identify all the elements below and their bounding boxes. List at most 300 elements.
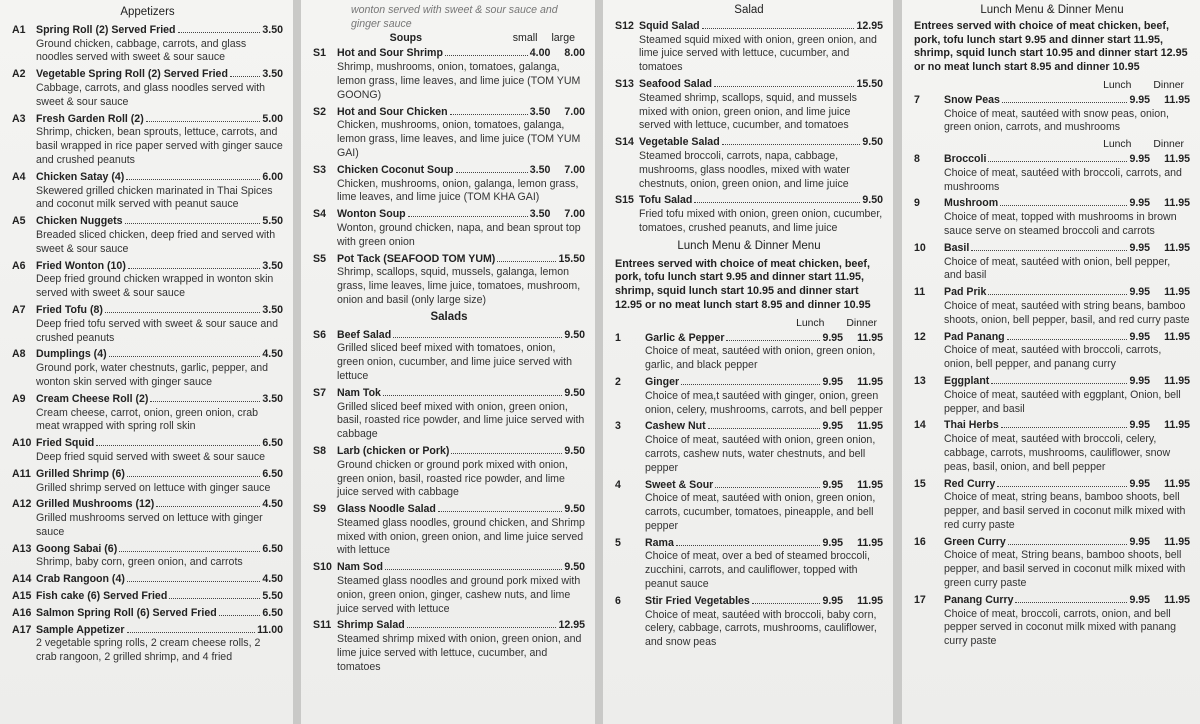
dot-leader — [715, 487, 820, 488]
item-name: Grilled Shrimp (6) — [36, 467, 125, 480]
entree-panel — [902, 0, 1200, 724]
menu-item-header — [313, 619, 585, 633]
salad-list-2 — [615, 20, 883, 236]
item-description: Choice of meat, sautéed with string beans, bamboo shoots, onion, bell pepper, basil, and red curry paste — [944, 299, 1190, 326]
item-name: Hot and Sour Chicken — [337, 105, 448, 118]
menu-item — [12, 68, 283, 109]
item-number: S8 — [313, 444, 326, 457]
item-name: Panang Curry — [944, 593, 1014, 606]
menu-item-header — [914, 197, 1190, 211]
item-description: Choice of meat, sautéed with onion, green onion, garlic, and black pepper — [645, 345, 876, 372]
item-name: Cream Cheese Roll (2) — [36, 392, 149, 405]
item-name: Pad Panang — [944, 330, 1005, 343]
menu-item — [313, 47, 585, 102]
item-number: A6 — [12, 259, 26, 272]
dot-leader — [219, 615, 261, 616]
item-price: 9.95 — [822, 420, 844, 433]
menu-item — [615, 136, 883, 191]
menu-item-header — [313, 106, 585, 120]
item-name: Fresh Garden Roll (2) — [36, 112, 144, 125]
item-description: Choice of meat, topped with mushrooms in brown sauce serve on steamed broccoli and carrots — [944, 211, 1177, 237]
item-number: 4 — [615, 478, 621, 491]
menu-item — [12, 24, 283, 65]
item-description: Shrimp, scallops, squid, mussels, galanga, lemon grass, lime leaves, lime juice, tomatoes, mushroom, onion and basil (only large size) — [337, 266, 581, 306]
item-name: Wonton Soup — [337, 208, 406, 221]
item-price-dinner: 11.95 — [1164, 419, 1190, 432]
item-price: 15.50 — [856, 77, 883, 90]
dot-leader — [146, 121, 261, 122]
item-description: Deep fried squid served with sweet & sour sauce — [36, 450, 266, 463]
menu-item-header — [313, 503, 585, 517]
dot-leader — [438, 511, 562, 512]
item-number: A2 — [12, 68, 26, 81]
item-number: 17 — [914, 593, 926, 606]
menu-item — [12, 260, 283, 301]
dinner-label: Dinner — [846, 317, 877, 329]
item-number: A8 — [12, 348, 26, 361]
item-name: Chicken Nuggets — [36, 215, 123, 228]
item-price: 6.50 — [262, 467, 283, 480]
entree-list-b — [914, 153, 1190, 649]
dot-leader — [991, 383, 1127, 384]
menu-item — [12, 543, 283, 571]
dot-leader — [1015, 602, 1127, 603]
dot-leader — [385, 569, 562, 570]
menu-item — [12, 573, 283, 587]
soups-salads-panel — [301, 0, 595, 724]
item-name: Salmon Spring Roll (6) Served Fried — [36, 606, 217, 619]
item-price: 9.50 — [564, 503, 585, 516]
menu-item-header — [12, 498, 283, 512]
item-price-dinner: 8.00 — [564, 47, 585, 60]
menu-item-header — [914, 536, 1190, 550]
menu-item — [12, 304, 283, 345]
menu-item — [12, 590, 283, 604]
item-description: Steamed shrimp mixed with onion, green onion, and lime juice served with lettuce, cucumber, and tomatoes — [337, 633, 582, 673]
dot-leader — [722, 144, 861, 145]
item-description: Choice of meat, sautéed with broccoli, celery, cabbage, carrots, mushrooms, cauliflower, snow peas, basil, onion, and bell pepper — [944, 433, 1171, 473]
menu-item — [12, 437, 283, 465]
menu-item — [615, 595, 883, 650]
item-number: S15 — [615, 194, 634, 207]
item-name: Vegetable Salad — [639, 136, 720, 149]
item-price-dinner: 11.95 — [1164, 197, 1190, 210]
menu-item-header — [12, 68, 283, 82]
item-name: Sweet & Sour — [645, 478, 714, 491]
item-name: Seafood Salad — [639, 77, 712, 90]
menu-item-header — [615, 194, 883, 208]
item-name: Cashew Nut — [645, 420, 706, 433]
item-description: 2 vegetable spring rolls, 2 cream cheese rolls, 2 crab rangoon, 2 grilled shrimp, and 4 fried — [36, 637, 261, 664]
item-name: Grilled Mushrooms (12) — [36, 498, 155, 511]
item-name: Ginger — [645, 375, 680, 388]
item-price: 9.95 — [1129, 152, 1151, 165]
item-number: S7 — [313, 386, 326, 399]
item-name: Garlic & Pepper — [645, 331, 725, 344]
dot-leader — [1002, 102, 1128, 103]
item-description: Grilled sliced beef mixed with onion, green onion, basil, roasted rice powder, and lime juice served with cabbage — [337, 400, 585, 441]
item-price-dinner: 7.00 — [564, 208, 585, 221]
item-price: 9.50 — [564, 444, 585, 457]
item-number: A1 — [12, 23, 26, 36]
menu-item-header — [12, 304, 283, 318]
item-price: 3.50 — [262, 23, 283, 36]
menu-item-header — [914, 153, 1190, 167]
item-description: Choice of meat, broccoli, carrots, onion, and bell pepper served in coconut milk mixed with panang curry paste — [944, 607, 1177, 648]
item-price: 9.95 — [1129, 374, 1151, 387]
item-description: Grilled shrimp served on lettuce with ginger sauce — [36, 481, 271, 494]
item-name: Goong Sabai (6) — [36, 542, 118, 555]
item-description: Wonton, ground chicken, napa, and bean sprout top with green onion — [337, 221, 581, 248]
item-number: A7 — [12, 303, 26, 316]
item-description: Choice of meat, String beans, bamboo shoots, bell pepper, and basil served in coconut milk mixed with green curry paste — [944, 549, 1186, 590]
item-number: A16 — [12, 606, 32, 619]
item-name: Larb (chicken or Pork) — [337, 444, 450, 457]
menu-item-header — [12, 171, 283, 185]
item-description: Steamed glass noodles, ground chicken, and Shrimp mixed with onion, green onion, and lime juice served with lettuce — [337, 516, 585, 557]
item-name: Fried Wonton (10) — [36, 259, 126, 272]
item-price: 9.50 — [862, 194, 883, 207]
menu-item-header — [313, 329, 585, 343]
dot-leader — [127, 476, 260, 477]
dot-leader — [456, 172, 528, 173]
item-name: Chicken Coconut Soup — [337, 163, 454, 176]
menu-item — [313, 106, 585, 161]
lunch-label-3: Lunch — [1103, 139, 1132, 151]
item-number: S4 — [313, 208, 326, 221]
menu-item-header — [615, 420, 883, 434]
dot-leader — [96, 445, 260, 446]
item-number: A11 — [12, 467, 31, 480]
item-name: Broccoli — [944, 152, 987, 165]
menu-item — [615, 332, 883, 373]
menu-item-header — [615, 595, 883, 609]
item-price-dinner: 11.95 — [1164, 93, 1190, 106]
menu-item — [12, 498, 283, 539]
entree-intro: Entrees served with choice of meat chicken, beef, pork, tofu lunch start 9.95 and dinner start 11.95, shrimp, squid lunch start 10.95 and dinner start 12.95 or no meat lunch start 8.95 and dinner 10.95 — [615, 257, 871, 311]
item-description: Choice of meat, sautéed with onion, green onion, carrots, cucumber, tomatoes, pineapple, and bell pepper — [645, 492, 876, 532]
dot-leader — [450, 114, 528, 115]
menu-item-header — [313, 253, 585, 267]
item-price: 9.95 — [822, 594, 844, 607]
menu-item-header — [313, 164, 585, 178]
item-number: 16 — [914, 535, 926, 548]
menu-item — [615, 376, 883, 417]
menu-item — [12, 468, 283, 496]
item-price: 9.95 — [1129, 535, 1151, 548]
menu-item-header — [12, 215, 283, 229]
item-description: Choice of meat, string beans, bamboo shoots, bell pepper, and basil served in coconut milk mixed with red curry paste — [944, 491, 1186, 531]
dot-leader — [109, 356, 261, 357]
item-description: Choice of meat, sautéed with broccoli, carrots, onion, bell pepper, and panang curry — [944, 344, 1162, 371]
menu-item — [313, 329, 585, 384]
item-number: S5 — [313, 252, 326, 265]
dot-leader — [1007, 339, 1128, 340]
item-number: A14 — [12, 573, 32, 586]
item-price-dinner: 11.95 — [1164, 535, 1190, 548]
soup-list — [313, 47, 585, 307]
item-description: Cabbage, carrots, and glass noodles served with sweet & sour sauce — [36, 81, 266, 108]
item-name: Thai Herbs — [944, 419, 999, 432]
menu-item — [615, 20, 883, 75]
item-price: 9.95 — [1129, 593, 1151, 606]
item-price: 9.95 — [1129, 477, 1151, 490]
item-number: A12 — [12, 498, 32, 511]
item-number: 3 — [615, 420, 621, 433]
item-number: S1 — [313, 47, 326, 60]
item-name: Glass Noodle Salad — [337, 503, 436, 516]
item-name: Nam Tok — [337, 386, 381, 399]
menu-item — [12, 171, 283, 212]
menu-item-header — [12, 113, 283, 127]
item-number: 1 — [615, 331, 621, 344]
salad-entree-panel — [603, 0, 893, 724]
item-price-dinner: 11.95 — [1164, 593, 1190, 606]
item-description: Steamed broccoli, carrots, napa, cabbage, mushrooms, glass noodles, mixed with water chestnuts, onion, green onion, and lime juice — [639, 149, 850, 190]
item-number: 5 — [615, 536, 621, 549]
dot-leader — [726, 340, 820, 341]
item-price: 9.95 — [1129, 241, 1151, 254]
item-description: Choice of meat, sautéed with onion, bell pepper, and basil — [944, 255, 1171, 282]
item-name: Pad Prik — [944, 286, 987, 299]
item-price-dinner: 7.00 — [564, 105, 585, 118]
item-price-dinner: 11.95 — [857, 375, 883, 388]
item-price: 15.50 — [558, 252, 585, 265]
menu-item-header — [313, 561, 585, 575]
item-name: Mushroom — [944, 197, 999, 210]
dot-leader — [708, 428, 821, 429]
item-price: 5.50 — [262, 590, 283, 603]
item-price: 6.50 — [262, 542, 283, 555]
item-price-dinner: 11.95 — [857, 594, 883, 607]
item-number: A15 — [12, 590, 32, 603]
menu-item-header — [12, 24, 283, 38]
item-number: S6 — [313, 328, 326, 341]
menu-item-header — [914, 478, 1190, 492]
item-price: 9.95 — [822, 331, 844, 344]
item-price-dinner: 11.95 — [857, 420, 883, 433]
item-number: A3 — [12, 112, 26, 125]
menu-item — [12, 113, 283, 168]
item-price: 4.00 — [529, 47, 551, 60]
item-number: 11 — [914, 286, 926, 299]
item-price: 6.50 — [262, 437, 283, 450]
item-price-dinner: 11.95 — [1164, 241, 1190, 254]
item-number: 8 — [914, 152, 920, 165]
item-name: Vegetable Spring Roll (2) Served Fried — [36, 68, 228, 81]
item-name: Snow Peas — [944, 93, 1000, 106]
soups-title: Soups — [389, 31, 423, 44]
item-description: Choice of meat, over a bed of steamed broccoli, zucchini, carrots, and cauliflower, topped with peanut sauce — [645, 550, 870, 591]
menu-item-header — [12, 393, 283, 407]
item-price: 4.50 — [262, 573, 283, 586]
item-price: 9.50 — [564, 328, 585, 341]
menu-item-header — [914, 419, 1190, 433]
item-number: 15 — [914, 477, 926, 490]
menu-item-header — [615, 136, 883, 150]
dot-leader — [150, 401, 260, 402]
item-description: Cream cheese, carrot, onion, green onion, crab meat wrapped with spring roll skin — [36, 406, 259, 433]
item-name: Eggplant — [944, 374, 990, 387]
menu-item — [313, 208, 585, 249]
item-description: Fried tofu mixed with onion, green onion, cucumber, tomatoes, crushed peanuts, and lime juice — [639, 208, 883, 234]
item-price-dinner: 11.95 — [1164, 286, 1190, 299]
dot-leader — [681, 384, 820, 385]
item-name: Dumplings (4) — [36, 348, 107, 361]
dot-leader — [407, 627, 557, 628]
item-description: Skewered grilled chicken marinated in Thai Spices and coconut milk served with peanut sauce — [36, 184, 273, 211]
menu-item-header — [914, 594, 1190, 608]
item-description: Ground chicken, cabbage, carrots, and glass noodles served with sweet & sour sauce — [36, 37, 247, 64]
item-number: S10 — [313, 561, 332, 574]
item-description: Ground pork, water chestnuts, garlic, pepper, and wonton skin served with ginger sauce — [36, 362, 269, 388]
item-number: A13 — [12, 542, 32, 555]
item-price: 3.50 — [262, 68, 283, 81]
dot-leader — [127, 632, 256, 633]
item-description: Grilled sliced beef mixed with tomatoes, onion, green onion, cucumber, and lime juice served with lettuce — [337, 342, 572, 382]
item-number: 7 — [914, 93, 920, 106]
appetizers-title: Appetizers — [120, 6, 175, 18]
dot-leader — [676, 545, 821, 546]
menu-item-header — [615, 332, 883, 346]
item-price: 5.50 — [262, 215, 283, 228]
menu-item — [313, 164, 585, 205]
price-column-header-2 — [914, 79, 1190, 93]
menu-item — [914, 331, 1190, 372]
item-description: Choice of meat, sautéed with broccoli, carrots, and mushrooms — [944, 166, 1182, 193]
menu-item — [313, 445, 585, 500]
item-price: 9.95 — [822, 375, 844, 388]
appetizer-list — [12, 24, 283, 665]
lunch-label: Lunch — [796, 317, 825, 329]
menu-item — [615, 537, 883, 592]
item-number: S3 — [313, 163, 326, 176]
dot-leader — [119, 551, 260, 552]
menu-item — [914, 375, 1190, 416]
salad-list — [313, 329, 585, 675]
item-description: Choice of mea,t sautéed with ginger, onion, green onion, celery, mushrooms, carrots, and bell pepper — [645, 389, 883, 416]
soups-header — [313, 32, 585, 46]
salad-title: Salad — [734, 4, 764, 16]
item-number: 9 — [914, 197, 920, 210]
entree-intro-2: Entrees served with choice of meat chicken, beef, pork, tofu lunch start 9.95 and dinner start 11.95, shrimp, squid lunch start 10.95 and dinner start 12.95 or no meat lunch start 8.95 and dinner 10.95 — [914, 19, 1188, 74]
item-name: Spring Roll (2) Served Fried — [36, 23, 176, 36]
item-number: A4 — [12, 170, 26, 183]
dot-leader — [128, 268, 261, 269]
item-price: 3.50 — [262, 392, 283, 405]
dot-leader — [408, 216, 528, 217]
menu-item — [313, 561, 585, 616]
continued-text: wonton served with sweet & sour sauce and ginger sauce — [351, 4, 558, 30]
lunch-label-2: Lunch — [1103, 79, 1132, 91]
menu-item-header — [313, 387, 585, 401]
item-description: Choice of meat, sautéed with snow peas, onion, green onion, carrots, and mushrooms — [944, 107, 1169, 134]
menu-item-header — [615, 537, 883, 551]
item-number: 6 — [615, 594, 621, 607]
item-price: 9.95 — [1129, 286, 1151, 299]
dot-leader — [714, 86, 854, 87]
menu-item — [914, 536, 1190, 591]
menu-item-header — [313, 47, 585, 61]
item-price: 11.00 — [257, 623, 283, 636]
item-price: 9.95 — [1129, 419, 1151, 432]
dot-leader — [497, 261, 556, 262]
item-description: Ground chicken or ground pork mixed with onion, green onion, basil, roasted rice powder, and lime juice served with cabbage — [337, 458, 568, 499]
dot-leader — [156, 506, 260, 507]
item-price: 9.95 — [822, 536, 844, 549]
dot-leader — [451, 453, 562, 454]
item-description: Steamed squid mixed with onion, green onion, and lime juice served with lettuce, cucumber, and tomatoes — [639, 33, 877, 74]
menu-item-header — [615, 479, 883, 493]
item-description: Shrimp, baby corn, green onion, and carrots — [36, 556, 243, 569]
item-name: Chicken Satay (4) — [36, 170, 125, 183]
dot-leader — [1008, 544, 1128, 545]
item-name: Red Curry — [944, 477, 996, 490]
item-name: Shrimp Salad — [337, 619, 405, 632]
price-column-header — [615, 317, 883, 331]
menu-item — [914, 153, 1190, 194]
item-name: Rama — [645, 536, 674, 549]
menu-item-header — [914, 331, 1190, 345]
item-name: Hot and Sour Shrimp — [337, 47, 443, 60]
entree-list — [615, 332, 883, 651]
lunch-dinner-title: Lunch Menu & Dinner Menu — [677, 239, 821, 252]
item-price-dinner: 11.95 — [1164, 374, 1190, 387]
dot-leader — [178, 32, 261, 33]
menu-item — [313, 253, 585, 308]
dot-leader — [125, 223, 261, 224]
item-price: 3.50 — [262, 259, 283, 272]
menu-item — [914, 197, 1190, 238]
item-description: Chicken, mushrooms, onion, tomatoes, galanga, lemon grass, lime leaves, and lime juice (TOM YUM GAI) — [337, 119, 581, 159]
menu-item-header — [12, 607, 283, 621]
item-description: Grilled mushrooms served on lettuce with ginger sauce — [36, 512, 263, 538]
item-price: 9.95 — [1129, 330, 1151, 343]
item-price: 3.50 — [529, 105, 551, 118]
item-price: 9.50 — [564, 561, 585, 574]
item-number: A17 — [12, 623, 32, 636]
item-price: 5.00 — [262, 112, 283, 125]
dot-leader — [1001, 427, 1128, 428]
item-price: 6.50 — [262, 606, 283, 619]
item-description: Chicken, mushrooms, onion, galanga, lemon grass, lime leaves, and lime juice (TOM KHA GAI) — [337, 177, 579, 204]
item-description: Shrimp, chicken, bean sprouts, lettuce, carrots, and basil wrapped in rice paper served with ginger sauce and crushed peanuts — [36, 126, 283, 166]
item-price-dinner: 11.95 — [857, 536, 883, 549]
item-price: 3.50 — [529, 208, 551, 221]
dot-leader — [393, 337, 562, 338]
menu-item — [12, 607, 283, 621]
item-price-dinner: 11.95 — [1164, 152, 1190, 165]
item-price-dinner: 11.95 — [1164, 330, 1190, 343]
dot-leader — [169, 598, 260, 599]
item-description: Choice of meat, sautéed with broccoli, baby corn, celery, cabbage, carrots, mushrooms, cauliflower, and snow peas — [645, 608, 877, 649]
item-name: Stir Fried Vegetables — [645, 594, 750, 607]
item-description: Shrimp, mushrooms, onion, tomatoes, galanga, lemon grass, lime leaves, and lime juice (TOM YUM GOONG) — [337, 61, 581, 101]
item-number: S12 — [615, 19, 634, 32]
item-price-dinner: 7.00 — [564, 163, 585, 176]
item-name: Tofu Salad — [639, 194, 693, 207]
item-price: 12.95 — [558, 619, 585, 632]
item-description: Choice of meat, sautéed with eggplant, Onion, bell pepper, and basil — [944, 388, 1181, 415]
dot-leader — [126, 179, 260, 180]
item-description: Deep fried ground chicken wrapped in wonton skin served with sweet & sour sauce — [36, 273, 274, 300]
menu-item-header — [12, 348, 283, 362]
item-number: A5 — [12, 215, 26, 228]
item-description: Breaded sliced chicken, deep fried and served with sweet & sour sauce — [36, 228, 276, 255]
item-number: 14 — [914, 419, 926, 432]
dot-leader — [971, 250, 1127, 251]
item-description: Steamed shrimp, scallops, squid, and mussels mixed with onion, green onion, and lime juice served with lettuce, cucumber, and tomatoes — [639, 91, 857, 132]
